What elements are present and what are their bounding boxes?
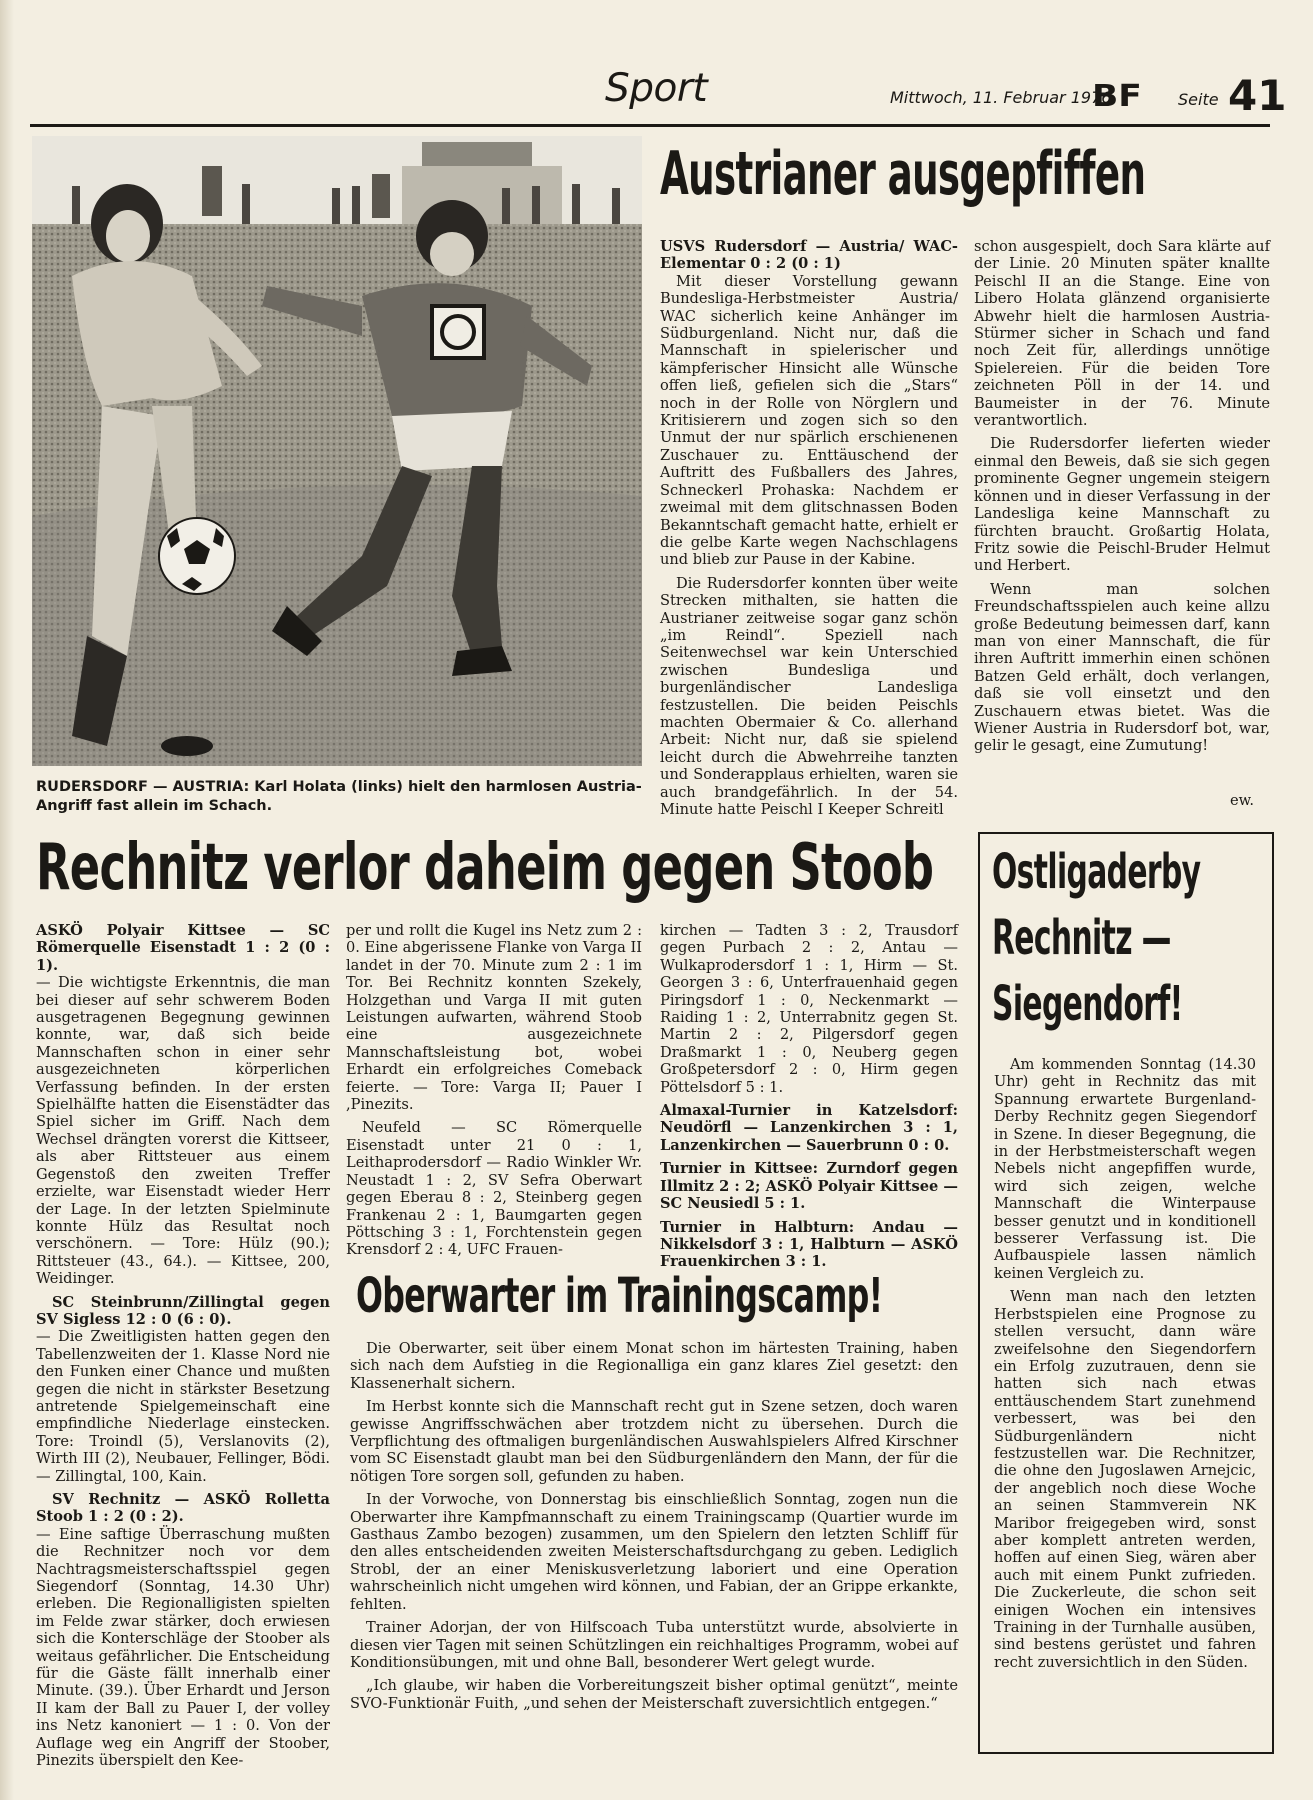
article2-result: SC Steinbrunn/Zillingtal gegen SV Sigless 12 : 0 (6 : 0). [36,1293,330,1328]
article1-lead: USVS Rudersdorf — Austria/ WAC-Elementar 0 : 2 (0 : 1) [660,238,958,273]
article4-body [994,1056,1256,1744]
page-number: 41 [1228,71,1287,120]
article2-paragraph: per und rollt die Kugel ins Netz zum 2 : 0. Eine abgerissene Flanke von Varga II landet in der 70. Minute zum 2 : 1 im Tor. Bei Rechnitz konnten Szekely, Holzgethan und Varga II mit guten Leistungen aufwarten, während Stoob eine ausgezeichnete Mannschaftsleistung bot, wobei Erhardt ein erfolgreiches Comeback feierte. — Tore: Varga II; Pauer I ,Pinezits. [346,922,642,1114]
headline-rechnitz: Rechnitz verlor daheim gegen Stoob [36,831,934,905]
article1-paragraph: Die Rudersdorfer lieferten wieder einmal den Beweis, daß sie sich gegen prominente Gegner ungemein steigern können und in dieser Verfassung in der Landesliga keine Mannschaft zu fürchten braucht. Großartig Holata, Fritz sowie die Peischl-Bruder Helmut und Herbert. [974,435,1270,575]
article2-result: ASKÖ Polyair Kittsee — SC Römerquelle Eisenstadt 1 : 2 (0 : 1). [36,922,330,974]
issue-date: Mittwoch, 11. Februar 1976 [890,88,1112,107]
box-headline-line-2: Rechnitz — [992,910,1171,966]
page-fold-shadow [0,0,14,1800]
match-photo [32,136,642,766]
article2-tournament: Almaxal-Turnier in Katzelsdorf: Neudörfl — Lanzenkirchen 3 : 1, Lanzenkirchen — Sauerbrunn 0 : 0. [660,1102,958,1154]
article3-body [350,1340,958,1760]
box-headline-line-3: Siegendorf! [992,976,1183,1032]
article2-paragraph: — Die Zweitligisten hatten gegen den Tabellenzweiten der 1. Klasse Nord nie den Funken einer Chance und mußten gegen die nicht in stärkster Besetzung antretende Spielgemeinschaft eine empfindliche Niederlage einstecken. Tore: Troindl (5), Verslanovits (2), Wirth III (2), Neubauer, Fellinger, Bödi. — Zillingtal, 100, Kain. [36,1328,330,1485]
article4-paragraph: Am kommenden Sonntag (14.30 Uhr) geht in Rechnitz das mit Spannung erwartete Burgenland-Derby Rechnitz gegen Siegendorf in Szene. In dieser Begegnung, die in der Herbstmeisterschaft wegen Nebels nicht angepfiffen wurde, wird sich zeigen, welche Mannschaft die Winterpause besser genutzt und in konditionell besserer Verfassung ist. Die Aufbauspiele lassen nämlich keinen Vergleich zu. [994,1056,1256,1282]
article2-column-3 [660,922,958,1271]
article1-paragraph: Wenn man solchen Freundschaftsspielen auch keine allzu große Bedeutung beimessen darf, kann man von einer Mannschaft, die für ihren Auftritt immerhin einen schönen Batzen Geld erhält, doch verlangen, daß sie voll einsetzt und den Zuschauern etwas bietet. Was die Wiener Austria in Rudersdorf bot, war, gelir le gesagt, eine Zumutung! [974,580,1270,755]
article3-paragraph: Trainer Adorjan, der von Hilfscoach Tuba unterstützt wurde, absolvierte in diesen vier Tagen mit seinen Schützlingen ein reichhaltiges Programm, wobei auf Konditionsübungen, mit und ohne Ball, besonderer Wert gelegt wurde. [350,1619,958,1671]
headline-austrianer: Austrianer ausgepfiffen [660,139,1146,209]
article4-paragraph: Wenn man nach den letzten Herbstspielen eine Prognose zu stellen versucht, dann wäre zweifelsohne den Siegendorfern ein Erfolg zuzutrauen, denn sie hatten sich nach etwas enttäuschendem Start zunehmend verbessert, was bei den Südburgenländern nicht festzustellen war. Die Rechnitzer, die ohne den Jugoslawen Arnejcic, der angeblich noch diese Woche an seinen Stammverein NK Maribor freigegeben wird, sonst aber komplett antreten werden, hoffen auf einen Sieg, wären aber auch mit einem Punkt zufrieden. Die Zuckerleute, die schon seit einigen Wochen ein intensives Training in der Turnhalle ausüben, sind bestens gerüstet und fahren recht zuversichtlich in den Süden. [994,1288,1256,1671]
article3-paragraph: In der Vorwoche, von Donnerstag bis einschließlich Sonntag, zogen nun die Oberwarter ihre Kampfmannschaft zu einem Trainingscamp (Quartier wurde im Gasthaus Zambo bezogen) zusammen, um den Spielern den letzten Schliff für den alles entscheidenden zweiten Meisterschaftsdurchgang zu geben. Lediglich Strobl, der an einer Meniskusverletzung laboriert und eine Operation wahrscheinlich nicht umgehen wird können, und Fabian, der an Grippe erkankte, fehlten. [350,1491,958,1613]
article2-result: SV Rechnitz — ASKÖ Rolletta Stoob 1 : 2 (0 : 2). [36,1491,330,1526]
article3-paragraph: Die Oberwarter, seit über einem Monat schon im härtesten Training, haben sich nach dem Aufstieg in die Regionalliga ein ganz klares Ziel gesetzt: den Klassenerhalt sichern. [350,1340,958,1392]
headline-oberwarter: Oberwarter im Trainingscamp! [356,1268,883,1324]
article1-column-2 [974,238,1270,794]
article3-paragraph: „Ich glaube, wir haben die Vorbereitungszeit bisher optimal genützt“, meinte SVO-Funktionär Fuith, „und sehen der Meisterschaft zuversichtlich entgegen.“ [350,1677,958,1712]
article2-paragraph: — Die wichtigste Erkenntnis, die man bei dieser auf sehr schwerem Boden ausgetragenen Begegnung gewinnen konnte, war, daß sich beide Mannschaften schon in einer sehr ausgezeichneten körperlichen Verfassung befinden. In der ersten Spielhälfte hatten die Eisenstädter das Spiel sicher im Griff. Nach dem Wechsel drängten vorerst die Kittseer, als aber Rittsteuer aus einem Gegenstoß den zweiten Treffer erzielte, war Eisenstadt wieder Herr der Lage. In der letzten Spielminute konnte Hülz das Resultat noch verschönern. — Tore: Hülz (90.); Rittsteuer (43., 64.). — Kittsee, 200, Weidinger. [36,974,330,1288]
article2-column-2 [346,922,642,1258]
football-players-illustration [32,136,642,766]
box-headline-line-1: Ostligaderby [992,844,1201,900]
article2-paragraph: — Eine saftige Überraschung mußten die Rechnitzer noch vor dem Nachtragsmeisterschaftsspiel gegen Siegendorf (Sonntag, 14.30 Uhr) erleben. Die Regionalligisten spielten im Felde zwar stärker, doch erwiesen sich die Konterschläge der Stoober als weitaus gefährlicher. Die Entscheidung für die Gäste fällt innerhalb einer Minute. (39.). Über Erhardt und Jerson II kam der Ball zu Pauer I, der volley ins Netz kanoniert — 1 : 0. Von der Auflage weg ein Angriff der Stoober, Pinezits überspielt den Kee- [36,1525,330,1770]
paper-logo: BF [1092,79,1142,114]
photo-caption: RUDERSDORF — AUSTRIA: Karl Holata (links) hielt den harmlosen Austria-Angriff fast allein im Schach. [36,779,642,814]
section-title: Sport [605,66,708,111]
article1-paragraph: schon ausgespielt, doch Sara klärte auf der Linie. 20 Minuten später knallte Peischl II an die Stange. Eine von Libero Holata glänzend organisierte Abwehr hielt die harmlosen Austria-Stürmer sicher in Schach und fand noch Zeit für, allerdings unnötige Spielereien. Für die beiden Tore zeichneten Pöll in der 14. und Baumeister in der 76. Minute verantwortlich. [974,238,1270,430]
article2-paragraph: kirchen — Tadten 3 : 2, Trausdorf gegen Purbach 2 : 2, Antau — Wulkaprodersdorf 1 : 1, Hirm — St. Georgen 3 : 6, Unterfrauenhaid gegen Piringsdorf 1 : 0, Neckenmarkt — Raiding 1 : 2, Unterrabnitz gegen St. Martin 2 : 2, Pilgersdorf gegen Draßmarkt 1 : 0, Neuberg gegen Großpetersdorf 2 : 0, Hirm gegen Pöttelsdorf 5 : 1. [660,922,958,1096]
article2-column-1 [36,922,330,1770]
article1-paragraph: Die Rudersdorfer konnten über weite Strecken mithalten, sie hatten die Austrianer zeitweise sogar ganz schön „im Reindl“. Speziell nach Seitenwechsel war kein Unterschied zwischen Bundesliga und burgenländischer Landesliga festzustellen. Die beiden Peischls machten Obermaier & Co. allerhand Arbeit: Nicht nur, daß sie spielend leicht durch die Abwehrreihe tanzten und Sonderapplaus erhielten, waren sie auch brandgefährlich. In der 54. Minute hatte Peischl I Keeper Schreitl [660,574,958,818]
article2-tournament: Turnier in Halbturn: Andau — Nikkelsdorf 3 : 1, Halbturn — ASKÖ Frauenkirchen 3 : 1. [660,1218,958,1271]
article1-column-1 [660,238,958,824]
header-rule [30,124,1270,127]
page-label: Seite [1178,90,1219,109]
article2-tournament: Turnier in Kittsee: Zurndorf gegen Illmitz 2 : 2; ASKÖ Polyair Kittsee — SC Neusiedl 5 : 1. [660,1160,958,1213]
article1-paragraph: Mit dieser Vorstellung gewann Bundesliga-Herbstmeister Austria/ WAC sicherlich keine Anhänger im Südburgenland. Nicht nur, daß die Mannschaft in spielerischer und kämpferischer Hinsicht alle Wünsche offen ließ, gefielen sich die „Stars“ noch in der Rolle von Nörglern und Kritisierern und zogen sich so den Unmut der nur spärlich erschienenen Zuschauer zu. Enttäuschend der Auftritt des Fußballers des Jahres, Schneckerl Prohaska: Nachdem er zweimal mit dem glitschnassen Boden Bekanntschaft gemacht hatte, erhielt er die gelbe Karte wegen Nachschlagens und blieb zur Pause in der Kabine. [660,272,958,569]
article2-paragraph: Neufeld — SC Römerquelle Eisenstadt unter 21 0 : 1, Leithaprodersdorf — Radio Winkler Wr. Neustadt 1 : 2, SV Sefra Oberwart gegen Eberau 8 : 2, Steinberg gegen Frankenau 2 : 1, Baumgarten gegen Pöttsching 3 : 1, Forchtenstein gegen Krensdorf 2 : 4, UFC Frauen- [346,1119,642,1259]
article3-paragraph: Im Herbst konnte sich die Mannschaft recht gut in Szene setzen, doch waren gewisse Angriffsschwächen aber trotzdem nicht zu übersehen. Durch die Verpflichtung des oftmaligen burgenländischen Auswahlspielers Alfred Kirschner vom SC Eisenstadt glaubt man bei den Südburgenländern den Mann, der für die nötigen Tore sorgen soll, gefunden zu haben. [350,1398,958,1485]
author-signature: ew. [1230,792,1255,809]
